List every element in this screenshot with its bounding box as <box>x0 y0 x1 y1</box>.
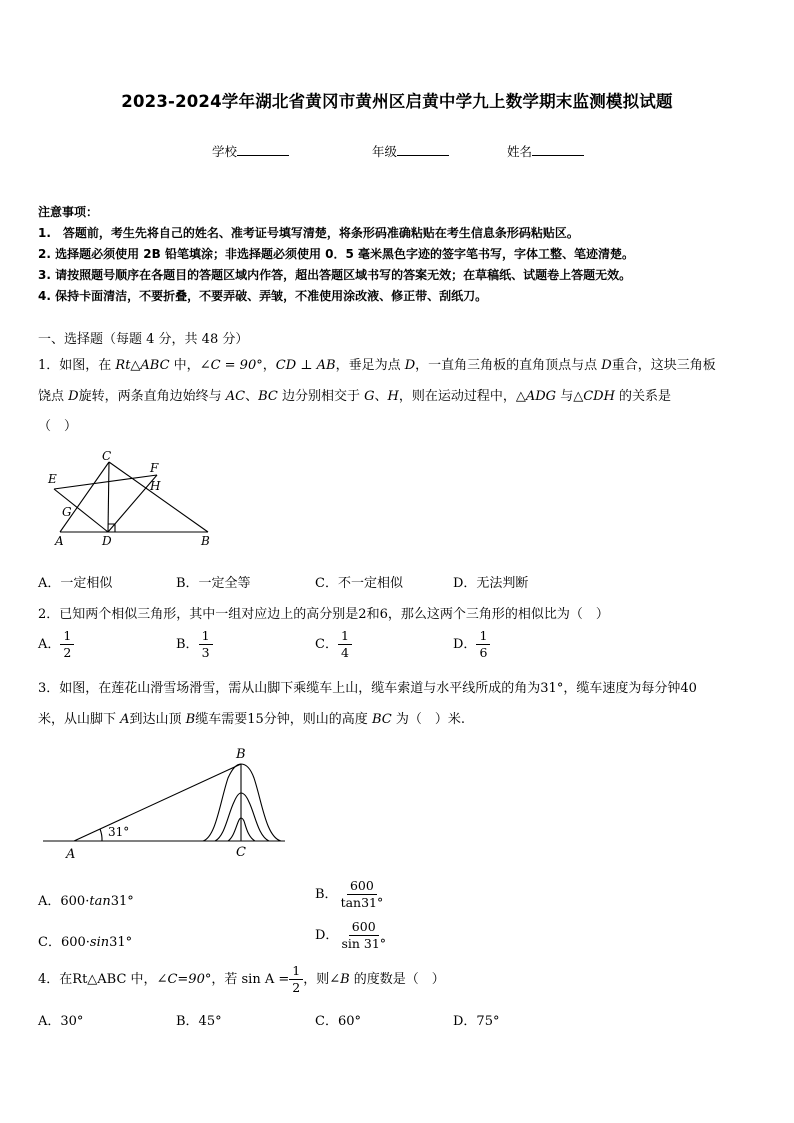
school-blank[interactable] <box>237 143 289 156</box>
q3-line1: 3．如图，在莲花山滑雪场滑雪，需从山脚下乘缆车上山，缆车索道与水平线所成的角为31°，缆车速度为每分钟40 <box>38 681 697 696</box>
q4-option-a[interactable]: A．30° <box>38 1014 84 1029</box>
q1-line3: （ ） <box>38 419 78 434</box>
label-d: D <box>102 534 112 548</box>
note-item: 2. 选择题必须使用 2B 铅笔填涂；非选择题必须使用 0．5 毫米黑色字迹的签字笔书写，字体工整、笔迹清楚。 <box>38 247 634 261</box>
q1-option-c[interactable]: C．不一定相似 <box>315 576 403 591</box>
q3-line2: 米，从山脚下 A到达山顶 B缆车需要15分钟，则山的高度 BC 为（ ）米. <box>38 712 465 727</box>
grade-blank[interactable] <box>397 143 449 156</box>
label-c: C <box>102 449 112 463</box>
q1-line1: 1．如图，在 Rt△ABC 中，∠C = 90°，CD ⊥ AB，垂足为点 D，一直角三角板的直角顶点与点 D重合，这块三角板 <box>38 358 716 373</box>
q2-option-d[interactable]: D． $\frac{1}{6}$ <box>453 629 490 660</box>
label-h: H <box>150 479 161 493</box>
grade-label: 年级 <box>372 144 398 159</box>
line-cb <box>109 462 208 532</box>
q3-mountain-figure <box>40 742 290 864</box>
line-cd <box>108 462 109 532</box>
q2-option-a[interactable]: A． $\frac{1}{2}$ <box>38 629 74 660</box>
q2-stem: 2．已知两个相似三角形，其中一组对应边上的高分别是2和6，那么这两个三角形的相似比为（ ） <box>38 607 609 622</box>
label-f: F <box>150 461 159 475</box>
q4-option-b[interactable]: B．45° <box>176 1014 222 1029</box>
label-b: B <box>236 747 246 762</box>
note-item: 1. 答题前，考生先将自己的姓名、准考证号填写清楚，将条形码准确粘贴在考生信息条形码粘贴区。 <box>38 226 579 240</box>
label-e: E <box>48 472 57 486</box>
q1-triangle-figure <box>40 448 220 552</box>
note-item: 3. 请按照题号顺序在各题目的答题区域内作答，超出答题区域书写的答案无效；在草稿纸、试题卷上答题无效。 <box>38 268 632 282</box>
page-title: 2023-2024学年湖北省黄冈市黄州区启黄中学九上数学期末监测模拟试题 <box>121 92 673 111</box>
school-label: 学校 <box>212 144 238 159</box>
q4-option-d[interactable]: D．75° <box>453 1014 500 1029</box>
q1-line2: 饶点 D旋转，两条直角边始终与 AC、BC 边分别相交于 G、H，则在运动过程中，△ADG 与△CDH 的关系是 <box>38 389 672 404</box>
angle-arc <box>100 829 102 841</box>
angle-label: 31° <box>108 825 130 839</box>
q3-option-d[interactable]: D． $\frac{600}{\sin 31^\circ}$ <box>315 919 387 951</box>
name-field <box>507 142 584 160</box>
q3-option-b[interactable]: B． $\frac{600}{\tan 31^\circ}$ <box>315 878 384 910</box>
q1-option-a[interactable]: A．一定相似 <box>38 576 113 591</box>
mountain-middle <box>215 793 269 841</box>
name-blank[interactable] <box>532 143 584 156</box>
line-ef <box>54 475 157 489</box>
grade-field <box>372 142 449 160</box>
line-ac <box>60 462 109 532</box>
cable-line <box>74 764 241 841</box>
q3-option-c[interactable]: C．600·sin31° <box>38 935 133 950</box>
notes-heading: 注意事项： <box>38 205 99 219</box>
label-a: A <box>55 534 64 548</box>
q4-option-c[interactable]: C．60° <box>315 1014 361 1029</box>
label-b: B <box>201 534 210 548</box>
q2-option-c[interactable]: C． $\frac{1}{4}$ <box>315 629 352 660</box>
note-item: 4. 保持卡面清洁，不要折叠，不要弄破、弄皱，不准使用涂改液、修正带、刮纸刀。 <box>38 289 488 303</box>
q2-option-b[interactable]: B． $\frac{1}{3}$ <box>176 629 213 660</box>
q1-option-b[interactable]: B．一定全等 <box>176 576 251 591</box>
label-c: C <box>236 845 246 860</box>
q3-option-a[interactable]: A．600·tan31° <box>38 894 134 909</box>
section-heading: 一、选择题（每题 4 分，共 48 分） <box>38 332 249 347</box>
label-g: G <box>62 505 72 519</box>
q1-option-d[interactable]: D．无法判断 <box>453 576 529 591</box>
q4-stem: 4．在Rt△ABC 中，∠C=90°，若 sin A = $\frac{1}{2}$ ，则∠B 的度数是（ ） <box>38 963 445 995</box>
name-label: 姓名 <box>507 144 533 159</box>
school-field <box>212 142 289 160</box>
label-a: A <box>66 847 76 862</box>
